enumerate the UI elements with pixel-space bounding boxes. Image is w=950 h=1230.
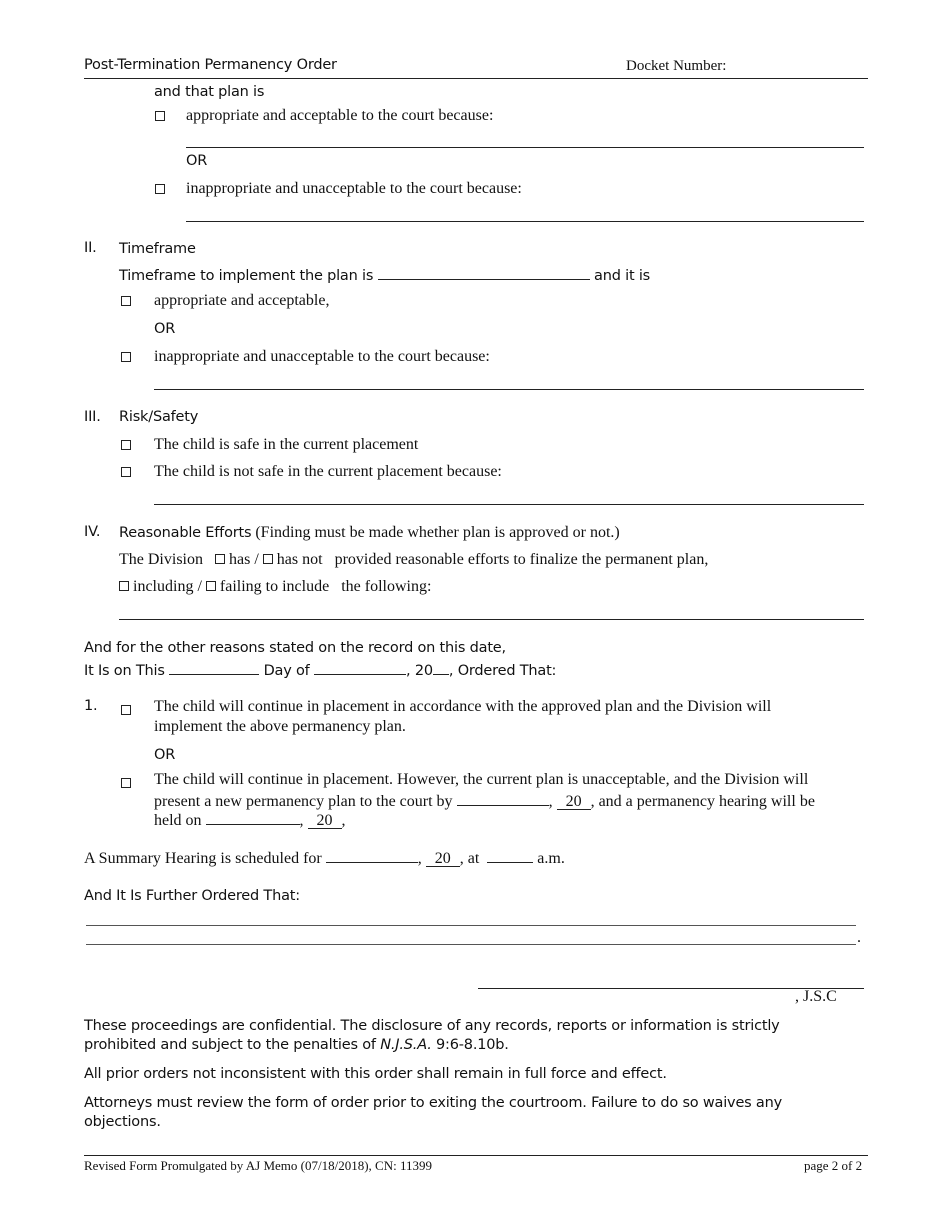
year-prefix: , 20 xyxy=(406,663,433,679)
division-label: The Division xyxy=(119,551,203,568)
year-blank[interactable] xyxy=(433,660,449,675)
child-safe-label: The child is safe in the current placement xyxy=(154,436,419,453)
new-plan-label: present a new permanency plan to the court by xyxy=(154,793,453,810)
timeframe-appropriate-checkbox[interactable] xyxy=(121,296,131,306)
plan-or: OR xyxy=(186,153,208,169)
summary-time-blank[interactable] xyxy=(487,848,533,863)
header-rule xyxy=(84,78,868,79)
further-ordered-period: . xyxy=(857,929,861,946)
statute-abbrev: N.J.S.A. xyxy=(380,1037,432,1053)
child-safe-checkbox[interactable] xyxy=(121,440,131,450)
it-is-on-this: It Is on This xyxy=(84,663,165,679)
item-1-option-b-line2: present a new permanency plan to the court by , 20 , and a permanency hearing will be xyxy=(154,793,815,810)
timeframe-appropriate-label: appropriate and acceptable, xyxy=(154,292,330,309)
day-of: Day of xyxy=(263,663,310,679)
section-iv-note: (Finding must be made whether plan is approved or not.) xyxy=(255,524,620,541)
hearing-label: , and a permanency hearing will be xyxy=(590,793,815,810)
section-ii-title: Timeframe xyxy=(119,241,196,257)
timeframe-inappropriate-checkbox[interactable] xyxy=(121,352,131,362)
plan-intro: and that plan is xyxy=(154,84,265,100)
section-iii-number: III. xyxy=(84,409,101,425)
timeframe-reason-line[interactable] xyxy=(154,389,864,390)
plan-appropriate-reason-line[interactable] xyxy=(186,147,864,148)
item-1-option-a-line2: implement the above permanency plan. xyxy=(154,718,406,735)
failing-label: failing to include xyxy=(219,578,330,595)
month-blank[interactable] xyxy=(314,660,406,675)
footer-page-number: page 2 of 2 xyxy=(804,1158,863,1173)
item-1-or: OR xyxy=(154,747,176,763)
held-on-date-blank[interactable] xyxy=(206,810,300,825)
provided-label: provided reasonable efforts to finalize the permanent plan, xyxy=(334,551,709,568)
timeframe-or: OR xyxy=(154,321,176,337)
including-label: including / xyxy=(133,578,202,595)
plan-inappropriate-label: inappropriate and unacceptable to the court because: xyxy=(186,180,522,197)
new-plan-date-blank[interactable] xyxy=(457,791,549,806)
section-iv-number: IV. xyxy=(84,524,101,540)
footer-revised: Revised Form Promulgated by AJ Memo (07/18/2018), CN: 11399 xyxy=(84,1158,432,1173)
item-1-option-a-line1: The child will continue in placement in accordance with the approved plan and the Division will xyxy=(154,698,772,715)
division-efforts-line xyxy=(119,551,708,569)
ordered-that-line xyxy=(84,660,556,679)
plan-appropriate-checkbox[interactable] xyxy=(155,111,165,121)
has-checkbox[interactable] xyxy=(215,554,225,564)
prior-orders-notice: All prior orders not inconsistent with this order shall remain in full force and effect. xyxy=(84,1066,667,1082)
plan-inappropriate-checkbox[interactable] xyxy=(155,184,165,194)
confidential-notice-line1: These proceedings are confidential. The disclosure of any records, reports or information is strictly xyxy=(84,1018,780,1034)
statute-number: 9:6-8.10b. xyxy=(436,1037,509,1053)
section-iv-heading xyxy=(119,524,620,542)
item-1-number: 1. xyxy=(84,698,98,714)
has-label: has / xyxy=(229,551,259,568)
confidential-notice-line2 xyxy=(84,1037,509,1053)
efforts-reason-line[interactable] xyxy=(119,619,864,620)
form-title: Post-Termination Permanency Order xyxy=(84,57,337,73)
further-ordered: And It Is Further Ordered That: xyxy=(84,888,300,904)
other-reasons: And for the other reasons stated on the record on this date, xyxy=(84,640,506,656)
timeframe-prefix: Timeframe to implement the plan is xyxy=(119,268,374,284)
summary-date-blank[interactable] xyxy=(326,848,418,863)
held-on-year[interactable]: 20 xyxy=(308,814,342,829)
failing-checkbox[interactable] xyxy=(206,581,216,591)
timeframe-blank[interactable] xyxy=(378,265,590,280)
confidential-penalties: prohibited and subject to the penalties of xyxy=(84,1037,376,1053)
jsc-label: , J.S.C xyxy=(795,988,837,1005)
attorneys-notice-line2: objections. xyxy=(84,1114,161,1130)
child-not-safe-label: The child is not safe in the current placement because: xyxy=(154,463,502,480)
including-line xyxy=(119,578,431,596)
timeframe-inappropriate-label: inappropriate and unacceptable to the court because: xyxy=(154,348,490,365)
summary-am: a.m. xyxy=(537,850,565,867)
section-iv-title: Reasonable Efforts xyxy=(119,525,252,541)
ordered-that: , Ordered That: xyxy=(448,663,557,679)
summary-year[interactable]: 20 xyxy=(426,852,460,867)
has-not-label: has not xyxy=(276,551,323,568)
section-ii-number: II. xyxy=(84,240,97,256)
new-plan-year[interactable]: 20 xyxy=(557,795,591,810)
item-1-option-a-checkbox[interactable] xyxy=(121,705,131,715)
item-1-option-b-line1: The child will continue in placement. However, the current plan is unacceptable, and the Division will xyxy=(154,771,809,788)
further-ordered-line-2[interactable] xyxy=(86,944,856,945)
footer-rule xyxy=(84,1155,868,1156)
child-not-safe-checkbox[interactable] xyxy=(121,467,131,477)
timeframe-line xyxy=(119,265,650,284)
plan-appropriate-label: appropriate and acceptable to the court because: xyxy=(186,107,494,124)
day-blank[interactable] xyxy=(169,660,259,675)
item-1-option-b-checkbox[interactable] xyxy=(121,778,131,788)
including-checkbox[interactable] xyxy=(119,581,129,591)
summary-hearing-label: A Summary Hearing is scheduled for xyxy=(84,850,322,867)
held-on-label: held on xyxy=(154,812,202,829)
summary-hearing-line: A Summary Hearing is scheduled for , 20 , at a.m. xyxy=(84,850,565,867)
child-not-safe-reason-line[interactable] xyxy=(154,504,864,505)
plan-inappropriate-reason-line[interactable] xyxy=(186,221,864,222)
section-iii-title: Risk/Safety xyxy=(119,409,199,425)
timeframe-suffix: and it is xyxy=(594,268,651,284)
attorneys-notice-line1: Attorneys must review the form of order prior to exiting the courtroom. Failure to do so waives any xyxy=(84,1095,782,1111)
following-label: the following: xyxy=(341,578,432,595)
summary-at: , at xyxy=(459,850,480,867)
item-1-option-b-line3: held on , 20 , xyxy=(154,812,346,829)
further-ordered-line-1[interactable] xyxy=(86,925,856,926)
has-not-checkbox[interactable] xyxy=(263,554,273,564)
docket-number-label: Docket Number: xyxy=(626,58,727,74)
